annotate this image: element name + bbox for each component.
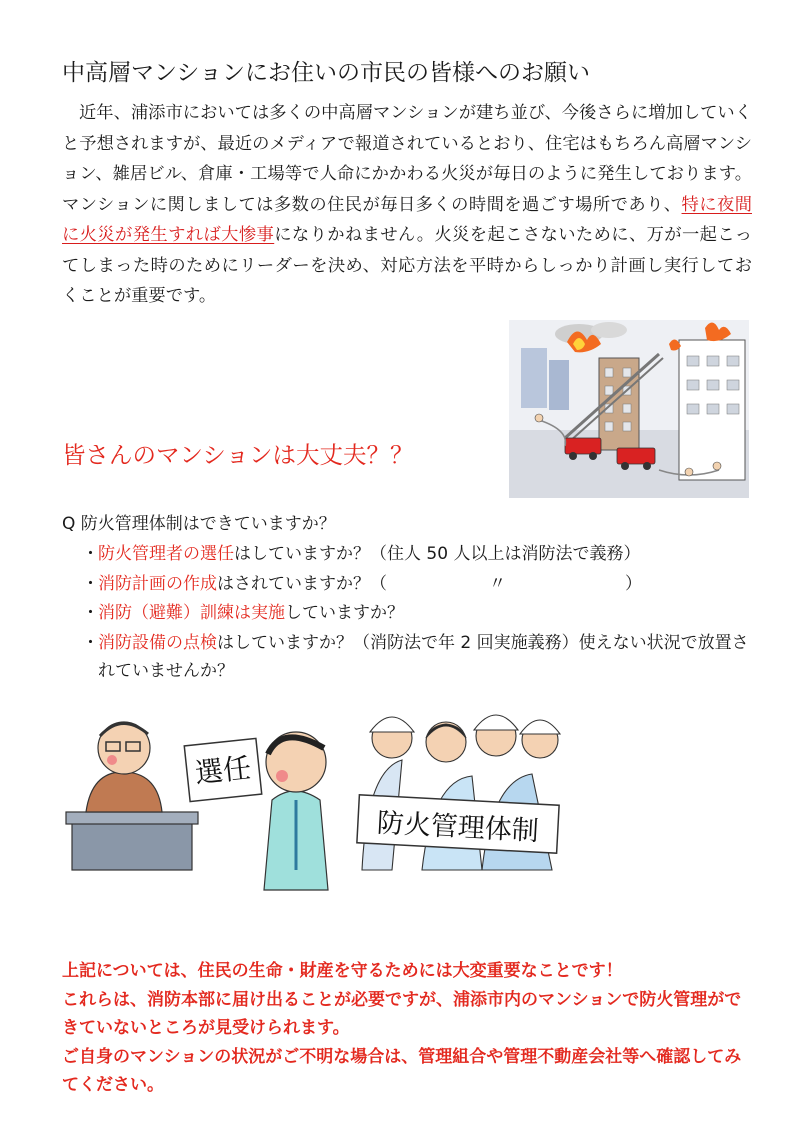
notice-block [62,957,754,1100]
checklist-item-key: 防火管理者の選任 [98,544,234,564]
banner-text: 防火管理体制 [376,807,540,848]
bullet: ・ [82,632,99,653]
bullet: ・ [82,603,99,623]
notice-line: 上記については、住民の生命・財産を守るためには大変重要なことです！ [62,961,623,981]
checklist-item [82,599,754,628]
sign-text: 選任 [193,751,253,790]
question-text: Q 防火管理体制はできていますか？ [62,514,336,534]
checklist-item-key: 消防計画の作成 [98,573,217,594]
checklist-item-text: はしていますか？（住人 50 人以上は消防法で義務） [234,544,641,564]
bullet: ・ [82,544,99,564]
notice-line: ご自身のマンションの状況がご不明な場合は、管理組合や管理不動産会社等へ確認してみてください。 [62,1046,742,1095]
checklist-item-text: はしていますか？（消防法で年 2 回実施義務）使えない状況で放置されていませんか？ [98,632,749,681]
checklist-item [82,570,754,599]
fire-rescue-illustration [509,320,749,498]
checklist-item-text: はされていますか？（ 〃 ） [217,573,642,594]
fire-safety-staff-illustration [62,690,562,905]
checklist [82,540,754,687]
bullet: ・ [82,573,99,594]
checklist-item [82,629,754,686]
intro-text-1: 近年、浦添市においては多くの中高層マンションが建ち並び、今後さらに増加していくと予想されますが、最近のメディアで報道されているとおり、住宅はもちろん高層マンション、雑居ビル、倉庫・工場等で人命にかかわる火災が毎日のように発生しております。マンションに関しましては多数の住民が毎日多くの時間を過ごす場所であり、 [62,103,752,215]
page-title: 中高層マンションにお住いの市民の皆様へのお願い [62,60,590,86]
intro-paragraph [62,98,752,312]
checklist-item-key: 消防（避難）訓練は実施 [98,603,285,623]
checklist-item [82,540,754,569]
section-heading: 皆さんのマンションは大丈夫？？ [62,441,414,469]
notice-line: これらは、消防本部に届け出ることが必要ですが、浦添市内のマンションで防火管理ができていないところが見受けられます。 [62,989,742,1038]
checklist-item-text: していますか？ [285,603,404,623]
intro-highlight: 特に夜間に火災が発生すれば大惨事 [62,194,752,245]
intro-text-2: になりかねません。火災を起こさないために、万が一起こってしまった時のためにリーダーを決め、対応方法を平時からしっかり計画し実行しておくことが重要です。 [62,225,752,306]
checklist-item-key: 消防設備の点検 [98,632,217,653]
